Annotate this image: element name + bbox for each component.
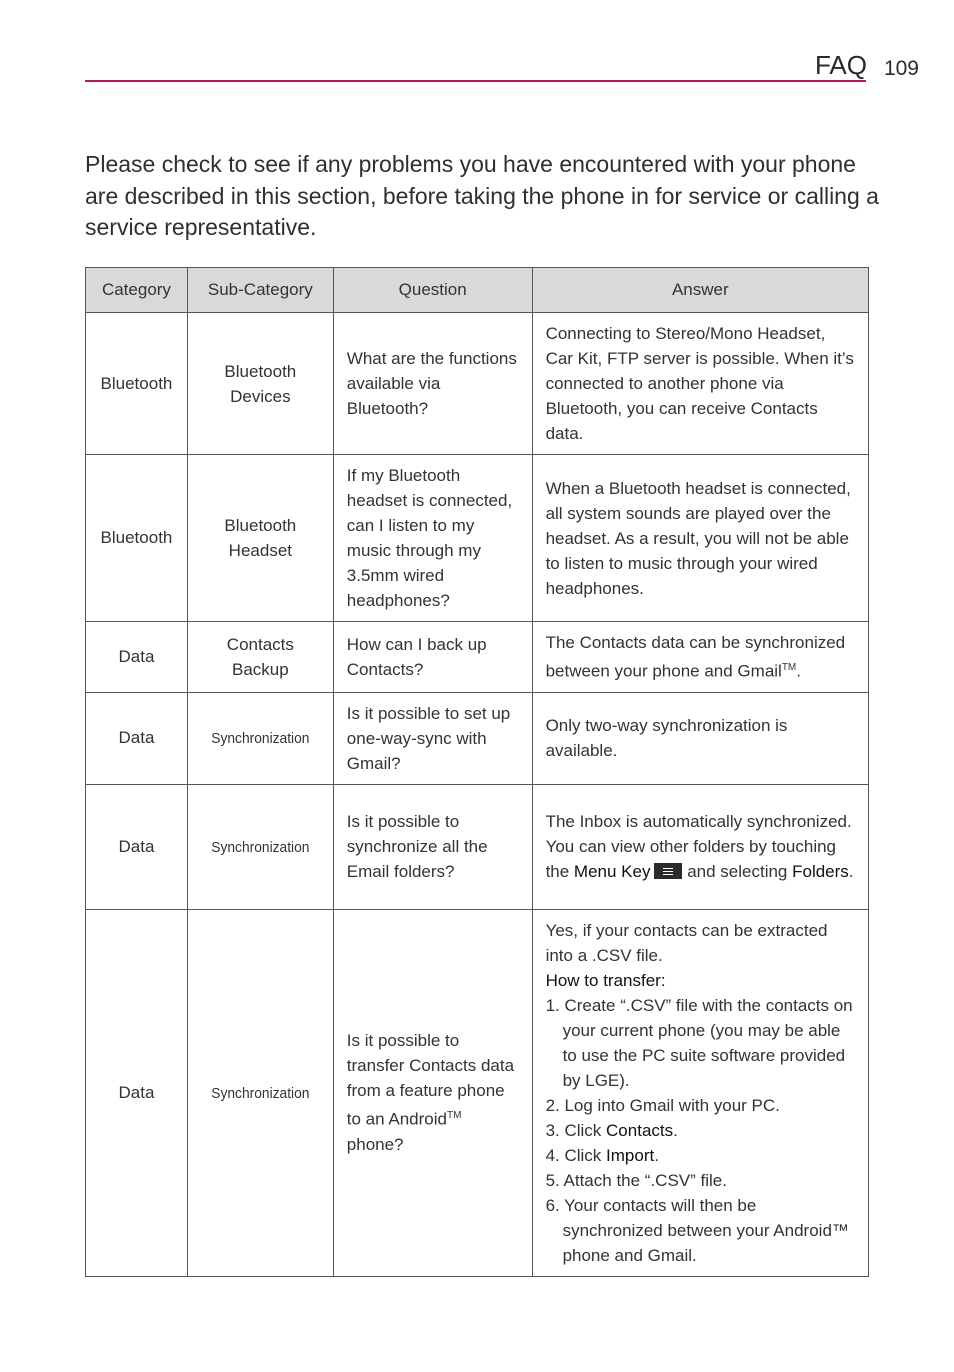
- steps-list: [546, 993, 856, 1268]
- category-cell: Data: [86, 784, 188, 909]
- question-end: phone?: [346, 1134, 404, 1154]
- table-row: [86, 313, 869, 455]
- question-cell: [333, 909, 532, 1276]
- question-cell: If my Bluetooth headset is connected, can I listen to my music through my 3.5mm wired headphones?: [333, 455, 532, 622]
- menu-key-icon: [654, 863, 682, 879]
- table-row: [86, 909, 869, 1276]
- step-item: 1. Create “.CSV” file with the contacts on your current phone (you may be able to use the PC suite software provided by LGE).: [545, 995, 853, 1090]
- table-row: [86, 622, 869, 693]
- answer-cell: Only two-way synchronization is available.: [532, 692, 868, 784]
- answer-text: The Contacts data can be synchronized between your phone and Gmail: [545, 633, 846, 681]
- column-header-sub-category: Sub-Category: [187, 268, 333, 313]
- question-cell: Is it possible to synchronize all the Email folders?: [333, 784, 532, 909]
- trademark-sup: TM: [446, 1110, 462, 1122]
- answer-cell: [532, 784, 868, 909]
- contacts-label: Contacts: [606, 1120, 674, 1140]
- question-cell: Is it possible to set up one-way-sync with Gmail?: [333, 692, 532, 784]
- sub-category-text: Contacts Backup: [226, 634, 294, 679]
- sub-category-text: Bluetooth Devices: [224, 361, 297, 406]
- step-item: 5. Attach the “.CSV” file.: [545, 1170, 727, 1190]
- folders-label: Folders: [792, 862, 849, 882]
- table-header-row: [86, 268, 869, 313]
- answer-text-2: and selecting: [682, 862, 793, 882]
- step-item: 6. Your contacts will then be synchronized between your Android™ phone and Gmail.: [545, 1195, 849, 1265]
- column-header-answer: Answer: [532, 268, 868, 313]
- step-prefix: 3. Click: [545, 1120, 607, 1140]
- page-header: [85, 48, 919, 82]
- category-cell: Bluetooth: [86, 455, 188, 622]
- step-period: .: [654, 1145, 659, 1165]
- category-cell: Data: [86, 909, 188, 1276]
- answer-cell: Connecting to Stereo/Mono Headset, Car Kit, FTP server is possible. When it’s connected to another phone via Bluetooth, you can receive Contacts data.: [532, 313, 868, 455]
- intro-paragraph: Please check to see if any problems you have encountered with your phone are described in this section, before taking the phone in for service or calling a service representative.: [85, 151, 879, 240]
- answer-cell: When a Bluetooth headset is connected, all system sounds are played over the headset. As a result, you will not be able to listen to music through your wired headphones.: [532, 455, 868, 622]
- sub-category-text: Synchronization: [211, 838, 310, 856]
- sub-category-cell: [187, 622, 333, 693]
- question-text: Is it possible to transfer Contacts data from a feature phone to an Android: [346, 1031, 515, 1129]
- menu-key-label: Menu Key: [573, 862, 651, 882]
- answer-intro: Yes, if your contacts can be extracted into a .CSV file.: [545, 920, 828, 965]
- category-cell: Data: [86, 622, 188, 693]
- step-period: .: [673, 1120, 678, 1140]
- page-number: 109: [883, 57, 919, 80]
- sub-category-cell: [187, 784, 333, 909]
- import-label: Import: [606, 1145, 655, 1165]
- sub-category-text: Synchronization: [211, 730, 310, 748]
- sub-category-cell: [187, 692, 333, 784]
- column-header-question: Question: [333, 268, 532, 313]
- sub-category-cell: [187, 909, 333, 1276]
- table-row: [86, 692, 869, 784]
- header-rule: [85, 80, 866, 82]
- answer-text: The Inbox is automatically synchronized. You can view other folders by touching the: [545, 812, 852, 882]
- answer-end: .: [848, 862, 854, 882]
- step-item: [546, 1118, 856, 1143]
- answer-end: .: [796, 661, 802, 681]
- question-cell: How can I back up Contacts?: [333, 622, 532, 693]
- how-to-heading: How to transfer:: [545, 970, 666, 990]
- category-cell: Data: [86, 692, 188, 784]
- answer-cell: [532, 909, 868, 1276]
- table-row: [86, 455, 869, 622]
- sub-category-cell: [187, 313, 333, 455]
- column-header-category: Category: [86, 268, 188, 313]
- category-cell: Bluetooth: [86, 313, 188, 455]
- faq-table: [85, 267, 869, 1277]
- table-row: [86, 784, 869, 909]
- question-cell: What are the functions available via Bluetooth?: [333, 313, 532, 455]
- section-title: FAQ: [814, 50, 867, 80]
- step-prefix: 4. Click: [545, 1145, 607, 1165]
- answer-cell: [532, 622, 868, 693]
- step-item: 2. Log into Gmail with your PC.: [545, 1095, 780, 1115]
- sub-category-text: Bluetooth Headset: [224, 516, 297, 560]
- step-item: [546, 1143, 856, 1168]
- sub-category-text: Synchronization: [211, 1084, 310, 1102]
- sub-category-cell: [187, 455, 333, 622]
- trademark-sup: TM: [781, 662, 797, 673]
